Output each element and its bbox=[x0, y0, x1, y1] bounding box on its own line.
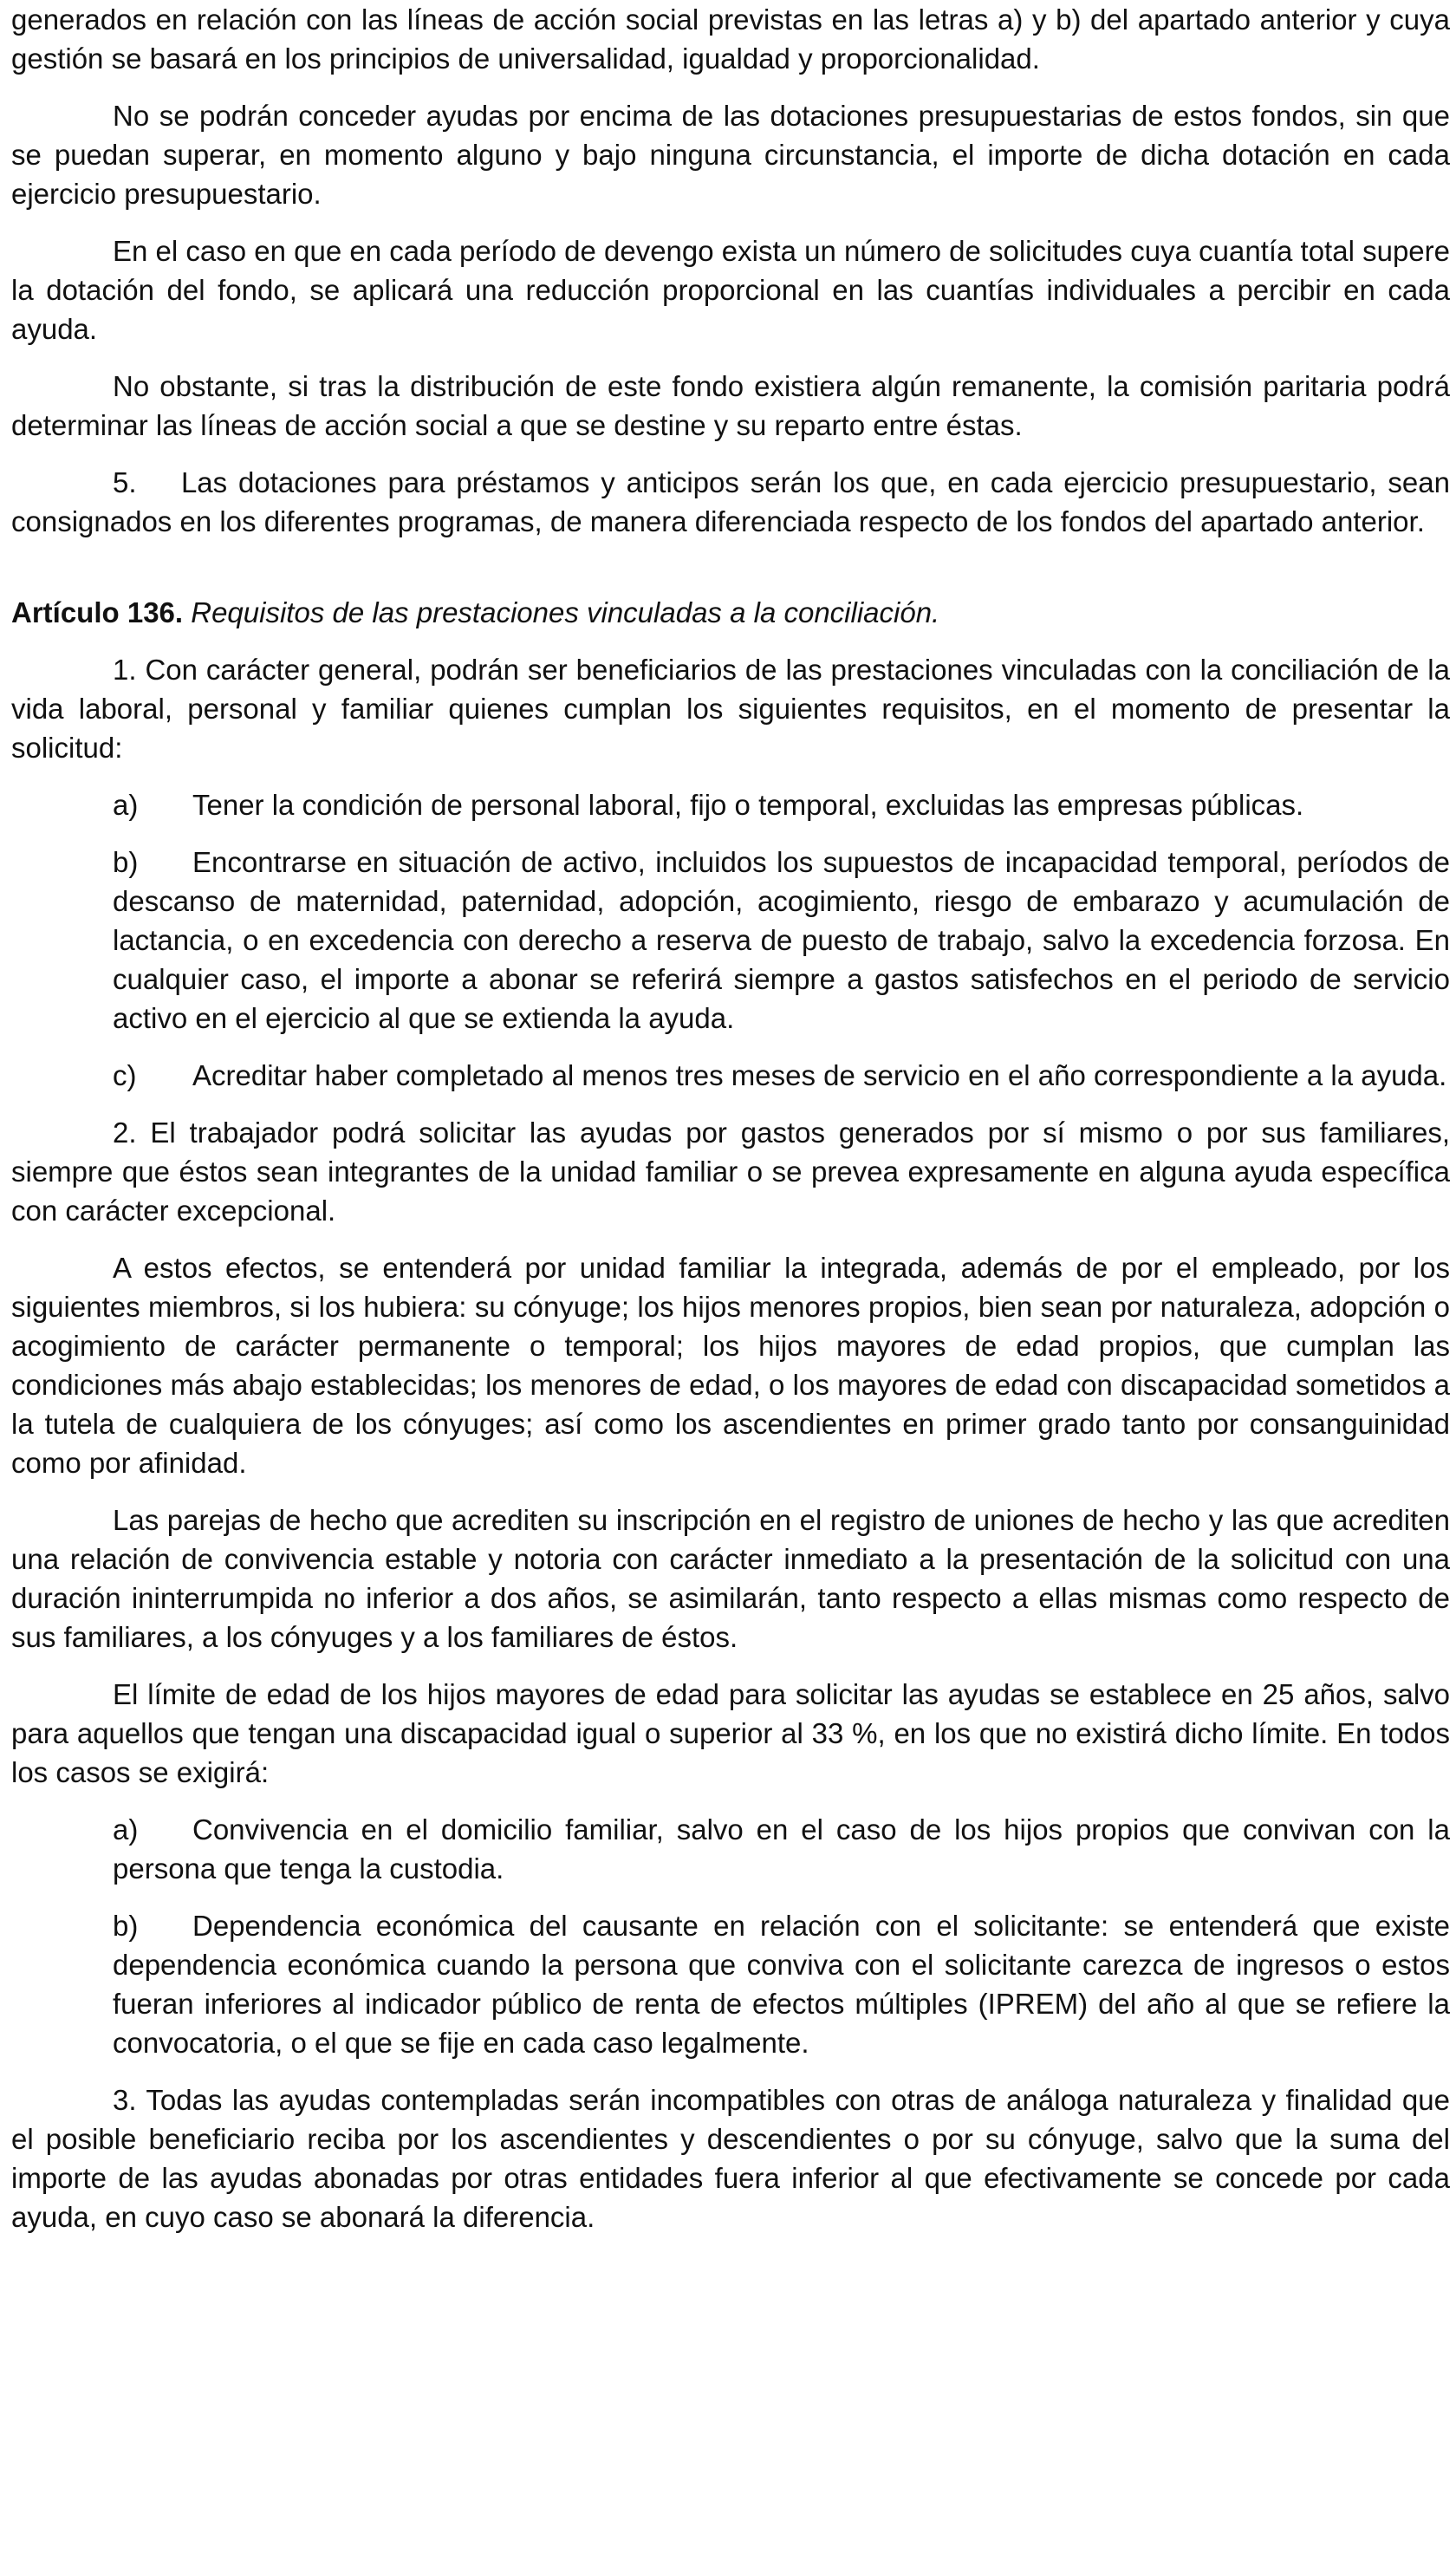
continuation-paragraph: generados en relación con las líneas de acción social previstas en las letras a) y b) del apartado anterior y cuya gestión se basará en los principios de universalidad, igualdad y proporcionalidad. bbox=[11, 3, 1450, 75]
document-page bbox=[11, 0, 1450, 2236]
remanente-paragraph: No obstante, si tras la distribución de este fondo existiera algún remanente, la comisión paritaria podrá determinar las líneas de acción social a que se destine y su reparto entre éstas. bbox=[11, 370, 1450, 441]
section-2-intro: 2. El trabajador podrá solicitar las ayudas por gastos generados por sí mismo o por sus familiares, siempre que éstos sean integrantes de la unidad familiar o se prevea expresamente en alguna ayuda específica con carácter excepcional. bbox=[11, 1116, 1450, 1227]
section-1-item-c bbox=[113, 1056, 1450, 1095]
item-5-text: Las dotaciones para préstamos y anticipos serán los que, en cada ejercicio presupuestario, sean consignados en los diferentes programas, de manera diferenciada respecto de los fondos del apartado anterior. bbox=[11, 466, 1450, 537]
limite-edad-paragraph: El límite de edad de los hijos mayores de edad para solicitar las ayudas se establece en 25 años, salvo para aquellos que tengan una discapacidad igual o superior al 33 %, en los que no existirá dicho límite. En todos los casos se exigirá: bbox=[11, 1678, 1450, 1788]
item-letter: c) bbox=[113, 1059, 137, 1091]
item-text: Encontrarse en situación de activo, incluidos los supuestos de incapacidad temporal, períodos de descanso de maternidad, paternidad, adopción, acogimiento, riesgo de embarazo y acumulación de lactancia, o en excedencia con derecho a reserva de puesto de trabajo, salvo la excedencia forzosa. En cualquier caso, el importe a abonar se referirá siempre a gastos satisfechos en el periodo de servicio activo en el ejercicio al que se extienda la ayuda. bbox=[113, 846, 1450, 1034]
item-text: Convivencia en el domicilio familiar, salvo en el caso de los hijos propios que convivan con la persona que tenga la custodia. bbox=[113, 1813, 1450, 1885]
item-5-number: 5. bbox=[113, 466, 137, 498]
section-1-intro: 1. Con carácter general, podrán ser beneficiarios de las prestaciones vinculadas con la conciliación de la vida laboral, personal y familiar quienes cumplan los siguientes requisitos, en el momento de presentar la solicitud: bbox=[11, 654, 1450, 764]
section-2-item-a bbox=[113, 1810, 1450, 1888]
item-5-paragraph bbox=[11, 463, 1450, 541]
section-1-item-a bbox=[113, 785, 1450, 824]
item-text: Tener la condición de personal laboral, fijo o temporal, excluidas las empresas públicas. bbox=[192, 789, 1304, 821]
unidad-familiar-paragraph: A estos efectos, se entenderá por unidad familiar la integrada, además de por el empleado, por los siguientes miembros, si los hubiera: su cónyuge; los hijos menores propios, bien sean por naturaleza, adopción o acogimiento de carácter permanente o temporal; los hijos mayores de edad propios, que cumplan las condiciones más abajo establecidas; los menores de edad, o los mayores de edad con discapacidad sometidos a la tutela de cualquiera de los cónyuges; así como los ascendientes en primer grado tanto por consanguinidad como por afinidad. bbox=[11, 1252, 1450, 1479]
item-letter: a) bbox=[113, 1813, 139, 1846]
section-2-item-b bbox=[113, 1906, 1450, 2062]
reduccion-paragraph: En el caso en que en cada período de devengo exista un número de solicitudes cuya cuantía total supere la dotación del fondo, se aplicará una reducción proporcional en las cuantías individuales a percibir en cada ayuda. bbox=[11, 235, 1450, 345]
item-letter: a) bbox=[113, 789, 139, 821]
item-letter: b) bbox=[113, 846, 139, 878]
article-title: Requisitos de las prestaciones vinculadas a la conciliación. bbox=[191, 596, 940, 628]
item-text: Acreditar haber completado al menos tres meses de servicio en el año correspondiente a la ayuda. bbox=[192, 1059, 1447, 1091]
item-text: Dependencia económica del causante en relación con el solicitante: se entenderá que existe dependencia económica cuando la persona que conviva con el solicitante carezca de ingresos o estos fueran inferiores al indicador público de renta de efectos múltiples (IPREM) del año al que se refiere la convocatoria, o el que se fije en cada caso legalmente. bbox=[113, 1910, 1450, 2059]
section-1-item-b bbox=[113, 843, 1450, 1038]
item-letter: b) bbox=[113, 1910, 139, 1942]
parejas-paragraph: Las parejas de hecho que acrediten su inscripción en el registro de uniones de hecho y las que acrediten una relación de convivencia estable y notoria con carácter inmediato a la presentación de la solicitud con una duración ininterrumpida no inferior a dos años, se asimilarán, tanto respecto a ellas mismas como respecto de sus familiares, a los cónyuges y a los familiares de éstos. bbox=[11, 1504, 1450, 1653]
article-heading bbox=[11, 593, 1450, 632]
section-3-paragraph: 3. Todas las ayudas contempladas serán incompatibles con otras de análoga naturaleza y finalidad que el posible beneficiario reciba por los ascendientes y descendientes o por su cónyuge, salvo que la suma del importe de las ayudas abonadas por otras entidades fuera inferior al que efectivamente se concede por cada ayuda, en cuyo caso se abonará la diferencia. bbox=[11, 2084, 1450, 2233]
dotaciones-paragraph: No se podrán conceder ayudas por encima de las dotaciones presupuestarias de estos fondos, sin que se puedan superar, en momento alguno y bajo ninguna circunstancia, el importe de dicha dotación en cada ejercicio presupuestario. bbox=[11, 100, 1450, 210]
article-number: Artículo 136. bbox=[11, 596, 184, 628]
